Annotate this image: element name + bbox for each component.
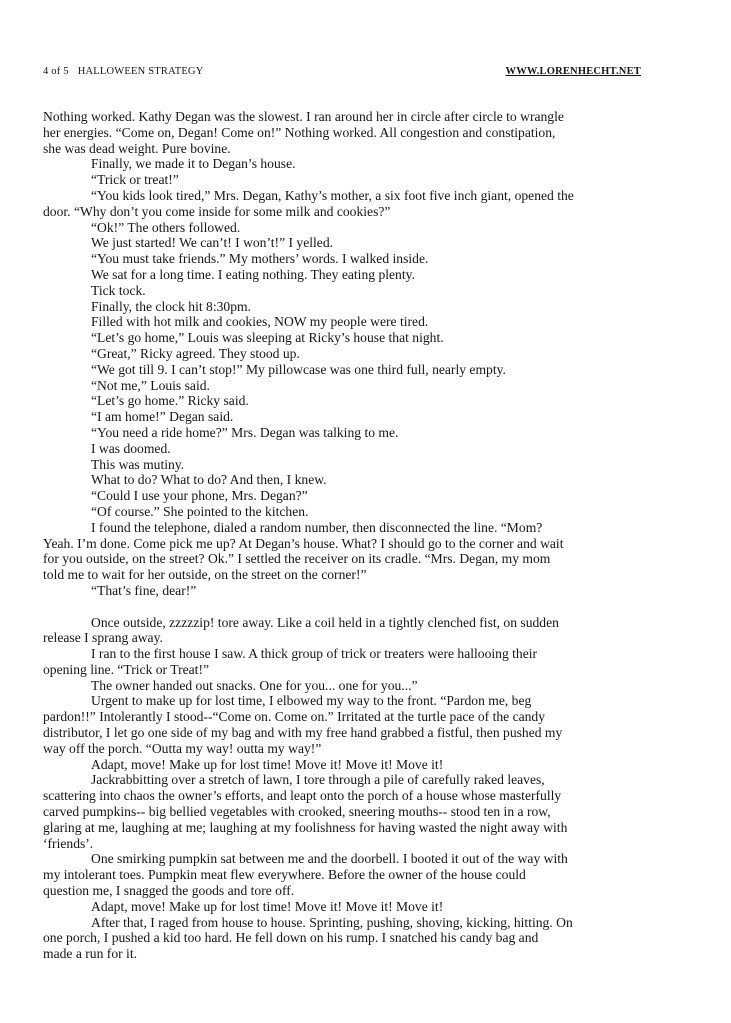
text-line: for you outside, on the street? Ok.” I settled the receiver on its cradle. “Mrs. Degan, my mom (43, 551, 551, 567)
story-paragraph (43, 172, 683, 188)
text-line: I found the telephone, dialed a random number, then disconnected the line. “Mom? (91, 519, 543, 535)
text-line: Finally, we made it to Degan’s house. (91, 156, 296, 172)
text-line: her energies. “Come on, Degan! Come on!” Nothing worked. All congestion and constipation, (43, 124, 556, 140)
text-line: “Trick or treat!” (91, 172, 179, 188)
story-text (43, 109, 683, 962)
text-line: Tick tock. (91, 282, 146, 298)
document-title: HALLOWEEN STRATEGY (77, 66, 204, 77)
text-line: told me to wait for her outside, on the street on the corner!” (43, 567, 367, 583)
text-line: ‘friends’. (43, 835, 94, 851)
story-paragraph (43, 235, 683, 251)
text-line: Jackrabbitting over a stretch of lawn, I tore through a pile of carefully raked leaves, (91, 772, 545, 788)
story-paragraph (43, 393, 683, 409)
text-line: We sat for a long time. I eating nothing. They eating plenty. (91, 266, 415, 282)
story-paragraph (43, 299, 683, 315)
text-line: I was doomed. (91, 440, 171, 456)
text-line: Yeah. I’m done. Come pick me up? At Degan’s house. What? I should go to the corner and wait (43, 535, 564, 551)
text-line: “Let’s go home.” Ricky said. (91, 393, 249, 409)
story-paragraph (43, 899, 683, 915)
text-line: glaring at me, laughing at me; laughing at my foolishness for having wasted the night away with (43, 819, 568, 835)
text-line: she was dead weight. Pure bovine. (43, 140, 231, 156)
story-paragraph (43, 504, 683, 520)
text-line: distributor, I let go one side of my bag and with my free hand grabbed a fistful, then pushed my (43, 725, 563, 741)
website-link[interactable]: WWW.LORENHECHT.NET (505, 66, 641, 77)
story-paragraph (43, 772, 683, 851)
story-paragraph (43, 409, 683, 425)
story-paragraph (43, 693, 683, 756)
text-line: scattering into chaos the owner’s efforts, and leapt onto the porch of a house whose masterfully (43, 788, 562, 804)
story-paragraph (43, 441, 683, 457)
story-paragraph (43, 220, 683, 236)
story-paragraph (43, 851, 683, 898)
story-paragraph (43, 188, 683, 220)
text-line: “You kids look tired,” Mrs. Degan, Kathy’s mother, a six foot five inch giant, opened the (91, 187, 574, 203)
story-paragraph (43, 109, 683, 156)
story-paragraph (43, 472, 683, 488)
story-paragraph (43, 346, 683, 362)
text-line: pardon!!” Intolerantly I stood--“Come on. Come on.” Irritated at the turtle pace of the candy (43, 709, 546, 725)
text-line: “Great,” Ricky agreed. They stood up. (91, 345, 300, 361)
text-line: “You must take friends.” My mothers’ words. I walked inside. (91, 251, 429, 267)
text-line: One smirking pumpkin sat between me and the doorbell. I booted it out of the way with (91, 851, 568, 867)
text-line: Adapt, move! Make up for lost time! Move it! Move it! Move it! (91, 898, 444, 914)
text-line: Finally, the clock hit 8:30pm. (91, 298, 251, 314)
text-line: “Of course.” She pointed to the kitchen. (91, 503, 309, 519)
text-line: This was mutiny. (91, 456, 185, 472)
text-line: “You need a ride home?” Mrs. Degan was talking to me. (91, 424, 399, 440)
text-line: “Let’s go home,” Louis was sleeping at Ricky’s house that night. (91, 330, 444, 346)
header-left (43, 66, 204, 77)
text-line: Once outside, zzzzzip! tore away. Like a coil held in a tightly clenched fist, on sudden (91, 614, 559, 630)
story-paragraph (43, 378, 683, 394)
text-line: “We got till 9. I can’t stop!” My pillowcase was one third full, nearly empty. (91, 361, 506, 377)
story-paragraph (43, 251, 683, 267)
text-line: “Not me,” Louis said. (91, 377, 210, 393)
text-line: my intolerant toes. Pumpkin meat flew everywhere. Before the owner of the house could (43, 867, 526, 883)
text-line: opening line. “Trick or Treat!” (43, 661, 209, 677)
text-line: “I am home!” Degan said. (91, 409, 234, 425)
text-line: Urgent to make up for lost time, I elbowed my way to the front. “Pardon me, beg (91, 693, 532, 709)
story-paragraph (43, 330, 683, 346)
text-line: Adapt, move! Make up for lost time! Move it! Move it! Move it! (91, 756, 444, 772)
story-paragraph (43, 915, 683, 962)
text-line: made a run for it. (43, 946, 137, 962)
text-line: “That’s fine, dear!” (91, 582, 197, 598)
text-line: carved pumpkins-- big bellied vegetables with crooked, sneering mouths-- stood ten in a row, (43, 804, 551, 820)
story-paragraph (43, 314, 683, 330)
text-line: The owner handed out snacks. One for you... one for you...” (91, 677, 418, 693)
story-paragraph (43, 520, 683, 583)
story-paragraph (43, 283, 683, 299)
story-paragraph (43, 488, 683, 504)
story-paragraph (43, 267, 683, 283)
page-header (43, 66, 641, 77)
story-paragraph (43, 457, 683, 473)
text-line: Nothing worked. Kathy Degan was the slowest. I ran around her in circle after circle to wrangle (43, 109, 564, 124)
text-line: After that, I raged from house to house. Sprinting, pushing, shoving, kicking, hitting. On (91, 914, 573, 930)
story-paragraph (43, 757, 683, 773)
text-line: one porch, I pushed a kid too hard. He fell down on his rump. I snatched his candy bag and (43, 930, 539, 946)
story-paragraph (43, 678, 683, 694)
text-line: We just started! We can’t! I won’t!” I yelled. (91, 235, 334, 251)
text-line: door. “Why don’t you come inside for some milk and cookies?” (43, 203, 391, 219)
story-paragraph (43, 362, 683, 378)
story-section (43, 615, 683, 963)
text-line: “Ok!” The others followed. (91, 219, 241, 235)
page-number: 4 of 5 (43, 66, 69, 77)
story-paragraph (43, 425, 683, 441)
story-section (43, 109, 683, 599)
story-paragraph (43, 646, 683, 678)
text-line: release I sprang away. (43, 630, 163, 646)
story-paragraph (43, 156, 683, 172)
text-line: Filled with hot milk and cookies, NOW my people were tired. (91, 314, 429, 330)
story-paragraph (43, 615, 683, 647)
text-line: I ran to the first house I saw. A thick group of trick or treaters were hallooing their (91, 646, 538, 662)
story-paragraph (43, 583, 683, 599)
text-line: way off the porch. “Outta my way! outta my way!” (43, 740, 322, 756)
text-line: What to do? What to do? And then, I knew. (91, 472, 327, 488)
text-line: “Could I use your phone, Mrs. Degan?” (91, 488, 308, 504)
text-line: question me, I snagged the goods and tore off. (43, 883, 295, 899)
